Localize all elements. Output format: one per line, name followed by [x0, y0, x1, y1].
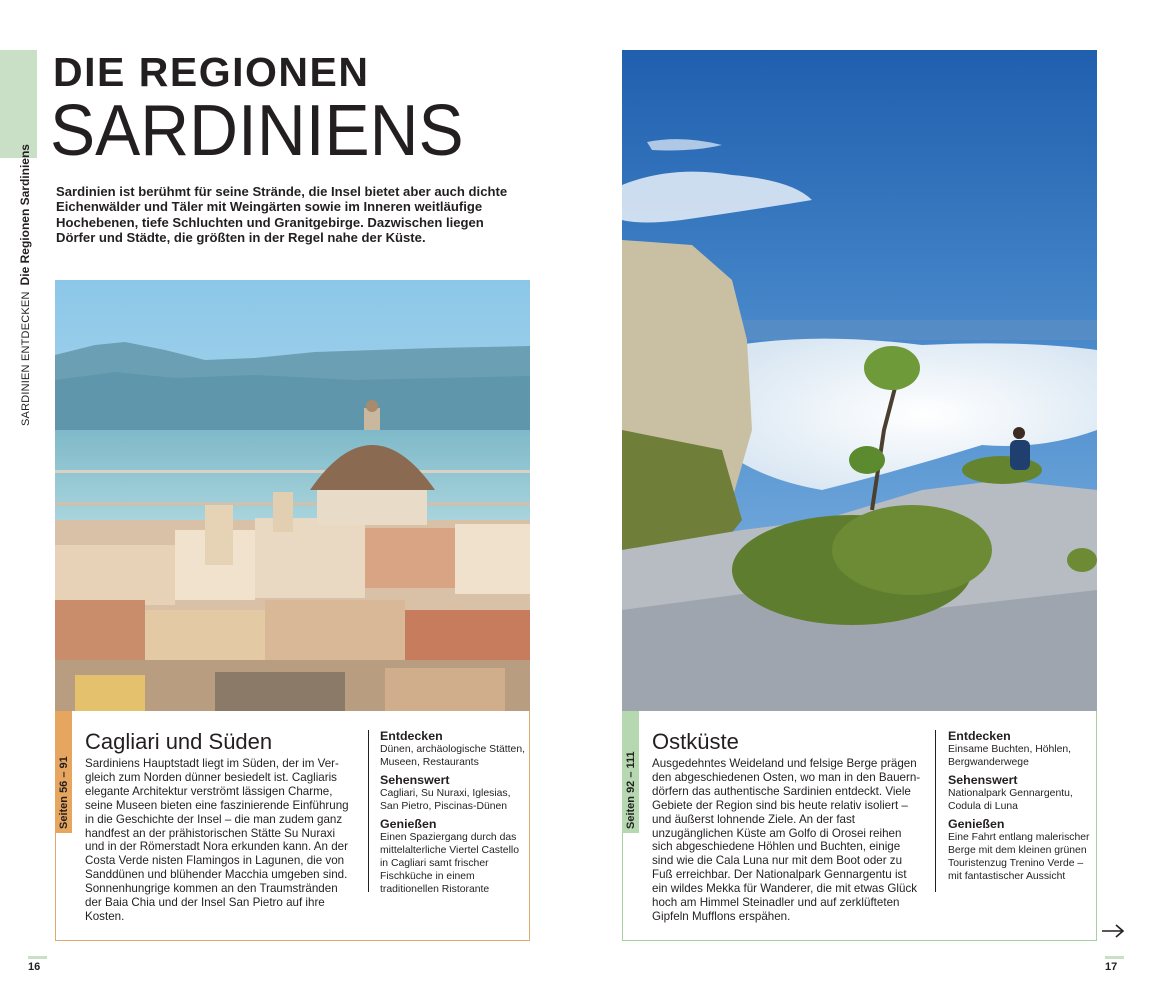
running-header-chapter: Die Regionen Sardiniens	[18, 144, 32, 286]
page-number-right-value: 17	[1105, 961, 1118, 973]
info-heading-geniessen: Genießen	[380, 817, 437, 831]
page-number-left	[28, 956, 47, 973]
info-body-entdecken: Dünen, archäologische Stätten, Museen, Restaurants	[380, 744, 525, 768]
info-heading-entdecken: Entdecken	[948, 729, 1011, 743]
region-description-cagliari: Sardiniens Hauptstadt liegt im Süden, der im Vergleich zum Norden dünner besiedelt ist. Cagliaris elegante Architektur verströmt lässigen Charme, seine Museen bieten eine faszinierende Einführung in die Geschichte der Insel – die man zudem ganz handfest an der prähistorischen Stätte Su Nuraxi und in der Römerstadt Nora erkunden kann. An der Costa Verde nisten Flamingos in Lagunen, die von Sanddünen und blühender Macchia umgeben sind. Sonnenhungrige kommen an den Traumstränden der Baia Chia und der Insel San Pietro auf ihre Kosten.	[85, 757, 349, 923]
column-divider	[935, 730, 936, 892]
running-header-section: SARDINIEN ENTDECKEN	[20, 291, 32, 426]
info-heading-sehenswert: Sehenswert	[948, 773, 1018, 787]
ostkueste-photo	[622, 50, 1097, 711]
page-title-line2: SARDINIENS	[50, 91, 464, 171]
info-heading-sehenswert: Sehenswert	[380, 773, 450, 787]
region-pages-tab-ostkueste	[622, 711, 639, 833]
cagliari-photo	[55, 280, 530, 711]
info-heading-geniessen: Genießen	[948, 817, 1005, 831]
intro-paragraph: Sardinien ist berühmt für seine Strände, die Insel bietet aber auch dichte Eichenwälder und Täler mit Weingärten sowie im Inneren weitläufige Hochebenen, tiefe Schluchten und Granitgebirge. Dazwischen liegen Dörfer und Städte, die größten in der Regel nahe der Küste.	[56, 184, 508, 245]
page-number-right	[1105, 956, 1124, 973]
column-divider	[368, 730, 369, 892]
section-color-tab	[0, 50, 37, 158]
info-body-entdecken: Einsame Buchten, Höhlen, Bergwanderwege	[948, 744, 1072, 768]
region-pages-label: Seiten 56 – 91	[58, 756, 70, 829]
page-title-line1: DIE REGIONEN	[53, 49, 370, 95]
region-title-ostkueste: Ostküste	[652, 729, 739, 754]
info-body-sehenswert: Nationalpark Gennargentu, Codula di Luna	[948, 788, 1073, 812]
page-number-left-value: 16	[28, 961, 41, 973]
region-info-ostkueste	[948, 729, 1093, 883]
info-body-geniessen: Einen Spaziergang durch das mittelalterliche Viertel Castello in Cagliari samt frischer Fischküche in einem traditionellen Ristorante	[380, 832, 519, 895]
region-title-cagliari: Cagliari und Süden	[85, 729, 273, 754]
region-pages-tab-cagliari	[55, 711, 72, 833]
info-body-sehenswert: Cagliari, Su Nuraxi, Iglesias, San Pietro, Piscinas-Dünen	[380, 788, 511, 812]
region-pages-label: Seiten 92 – 111	[625, 751, 637, 829]
info-body-geniessen: Eine Fahrt entlang malerischer Berge mit dem kleinen grünen Touristenzug Trenino Verde – mit fantastischer Aussicht	[948, 832, 1090, 882]
region-info-cagliari	[380, 729, 525, 896]
page-number-bar	[28, 956, 47, 959]
arrow-right-icon[interactable]	[1101, 924, 1125, 943]
info-heading-entdecken: Entdecken	[380, 729, 443, 743]
region-description-ostkueste: Ausgedehntes Weideland und felsige Berge prägen den abgeschiedenen Osten, wo man in den Bauerndörfern das authentische Sardinien entdeckt. Viele Gebiete der Region sind bis heute relativ isoliert – und äußerst lohnende Ziele. An der fast unzugänglichen Küste am Golfo di Orosei reihen sich abgeschiedene Höhlen und Buchten, einige sind wie die Cala Luna nur mit dem Boot oder zu Fuß erreichbar. Der Nationalpark Gennargentu ist ein wildes Mekka für Wanderer, die mit etwas Glück hoch am Himmel Steinadler und auf zerklüfteten Gipfeln Mufflons erspähen.	[652, 757, 921, 923]
page-number-bar	[1105, 956, 1124, 959]
